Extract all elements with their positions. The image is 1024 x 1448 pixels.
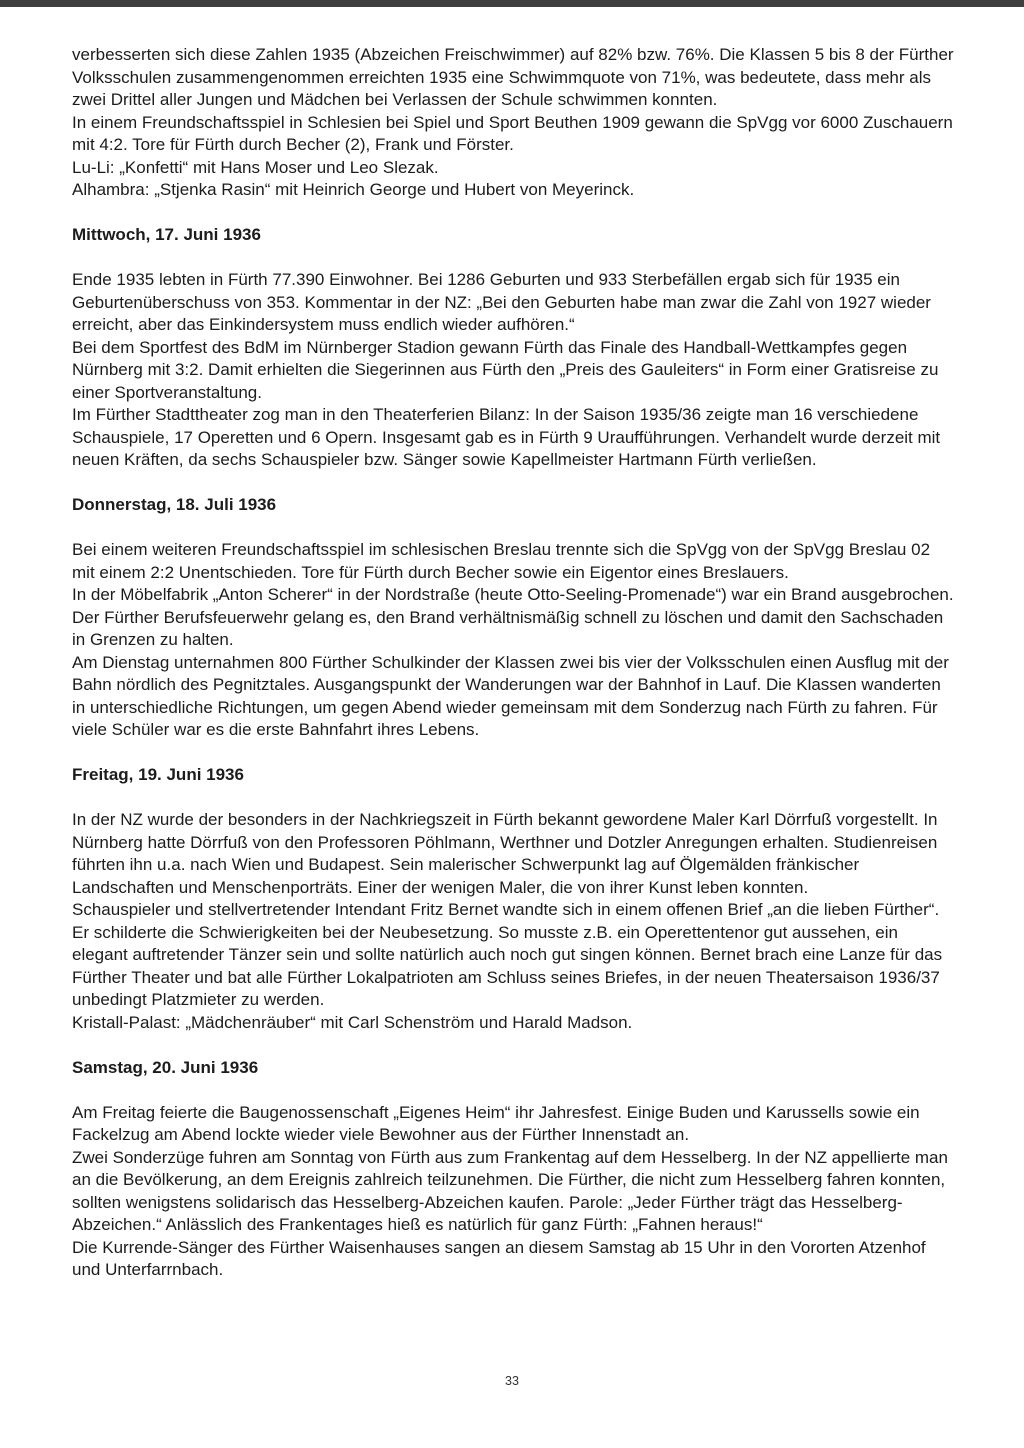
paragraph: Bei einem weiteren Freundschaftsspiel im schlesischen Breslau trennte sich die SpVgg von der SpVgg Breslau 02 mit einem 2:2 Unentschieden. Tore für Fürth durch Becher sowie ein Eigentor eines Breslauers. [72, 540, 931, 582]
paragraph: Am Freitag feierte die Baugenossenschaft „Eigenes Heim“ ihr Jahresfest. Einige Buden und Karussells sowie ein Fackelzug am Abend lockte wieder viele Bewohner aus der Fürther Innenstadt an. [72, 1102, 920, 1144]
paragraph: Ende 1935 lebten in Fürth 77.390 Einwohner. Bei 1286 Geburten und 933 Sterbefällen ergab sich für 1935 ein Geburtenüberschuss von 353. Kommentar in der NZ: „Bei den Geburten habe man zwar die Zahl von 1927 wieder erreicht, aber das Einkindersystem muss endlich wieder aufhören.“ [72, 270, 931, 334]
page-top-edge [0, 0, 1024, 7]
paragraph: verbesserten sich diese Zahlen 1935 (Abzeichen Freischwimmer) auf 82% bzw. 76%. Die Klassen 5 bis 8 der Fürther Volksschulen zusammengenommen erreichten 1935 eine Schwimmquote von 71%, was bedeutete, dass mehr als zwei Drittel aller Jungen und Mädchen bei Verlassen der Schule schwimmen konnten. [72, 45, 954, 109]
paragraph: Alhambra: „Stjenka Rasin“ mit Heinrich George und Hubert von Meyerinck. [72, 180, 635, 199]
section-heading: Samstag, 20. Juni 1936 [72, 1057, 259, 1077]
paragraph: Lu-Li: „Konfetti“ mit Hans Moser und Leo Slezak. [72, 157, 439, 177]
paragraph: Im Fürther Stadttheater zog man in den Theaterferien Bilanz: In der Saison 1935/36 zeigte man 16 verschiedene Schauspiele, 17 Operetten und 6 Opern. Insgesamt gab es in Fürth 9 Uraufführungen. Verhandelt wurde derzeit mit neuen Kräften, da sechs Schauspieler bzw. Sänger sowie Kapellmeister Hartmann Fürth verließen. [72, 405, 941, 469]
paragraph: Kristall-Palast: „Mädchenräuber“ mit Carl Schenström und Harald Madson. [72, 1012, 633, 1032]
section-heading: Donnerstag, 18. Juli 1936 [72, 495, 277, 514]
paragraph: In der Möbelfabrik „Anton Scherer“ in der Nordstraße (heute Otto-Seeling-Promenade“) war ein Brand ausgebrochen. Der Fürther Berufsfeuerwehr gelang es, den Brand verhältnismäßig schnell zu löschen und damit den Sachschaden in Grenzen zu halten. [72, 585, 954, 649]
paragraph: In einem Freundschaftsspiel in Schlesien bei Spiel und Sport Beuthen 1909 gewann die SpVgg vor 6000 Zuschauern mit 4:2. Tore für Fürth durch Becher (2), Frank und Förster. [72, 112, 953, 154]
paragraph: Schauspieler und stellvertretender Intendant Fritz Bernet wandte sich in einem offenen Brief „an die lieben Fürther“. Er schilderte die Schwierigkeiten bei der Neubesetzung. So musste z.B. ein Operettentenor gut aussehen, ein elegant auftretender Tänzer sein und sollte natürlich auch noch gut singen können. Bernet brach eine Lanze für das Fürther Theater und bat alle Fürther Lokalpatrioten am Schluss seines Briefes, in der neuen Theatersaison 1936/37 unbedingt Platzmieter zu werden. [72, 900, 943, 1009]
paragraph: Zwei Sonderzüge fuhren am Sonntag von Fürth aus zum Frankentag auf dem Hesselberg. In der NZ appellierte man an die Bevölkerung, an dem Ereignis zahlreich teilzunehmen. Die Fürther, die nicht zum Hesselberg fahren konnten, sollten wenigstens solidarisch das Hesselberg-Abzeichen kaufen. Parole: „Jeder Fürther trägt das Hesselberg-Abzeichen.“ Anlässlich des Frankentages hieß es natürlich für ganz Fürth: „Fahnen heraus!“ [72, 1147, 948, 1234]
section-heading: Mittwoch, 17. Juni 1936 [72, 225, 261, 244]
paragraph: In der NZ wurde der besonders in der Nachkriegszeit in Fürth bekannt gewordene Maler Karl Dörrfuß vorgestellt. In Nürnberg hatte Dörrfuß von den Professoren Pöhlmann, Werthner und Dotzler Anregungen erhalten. Studienreisen führten ihn u.a. nach Wien und Budapest. Sein malerischer Schwerpunkt lag auf Ölgemälden fränkischer Landschaften und Menschenporträts. Einer der wenigen Maler, die von ihrer Kunst leben konnten. [72, 810, 938, 897]
section-heading: Freitag, 19. Juni 1936 [72, 765, 244, 784]
paragraph: Die Kurrende-Sänger des Fürther Waisenhauses sangen an diesem Samstag ab 15 Uhr in den Vororten Atzenhof und Unterfarrnbach. [72, 1237, 926, 1279]
paragraph: Bei dem Sportfest des BdM im Nürnberger Stadion gewann Fürth das Finale des Handball-Wettkampfes gegen Nürnberg mit 3:2. Damit erhielten die Siegerinnen aus Fürth den „Preis des Gauleiters“ in Form einer Gratisreise zu einer Sportveranstaltung. [72, 337, 939, 402]
paragraph: Am Dienstag unternahmen 800 Fürther Schulkinder der Klassen zwei bis vier der Volksschulen einen Ausflug mit der Bahn nördlich des Pegnitztales. Ausgangspunkt der Wanderungen war der Bahnhof in Lauf. Die Klassen wanderten in unterschiedliche Richtungen, um gegen Abend wieder gemeinsam mit dem Sonderzug nach Fürth zu fahren. Für viele Schüler war es die erste Bahnfahrt ihres Lebens. [72, 652, 949, 739]
document-body [72, 44, 954, 1282]
page-number: 33 [505, 1374, 519, 1388]
